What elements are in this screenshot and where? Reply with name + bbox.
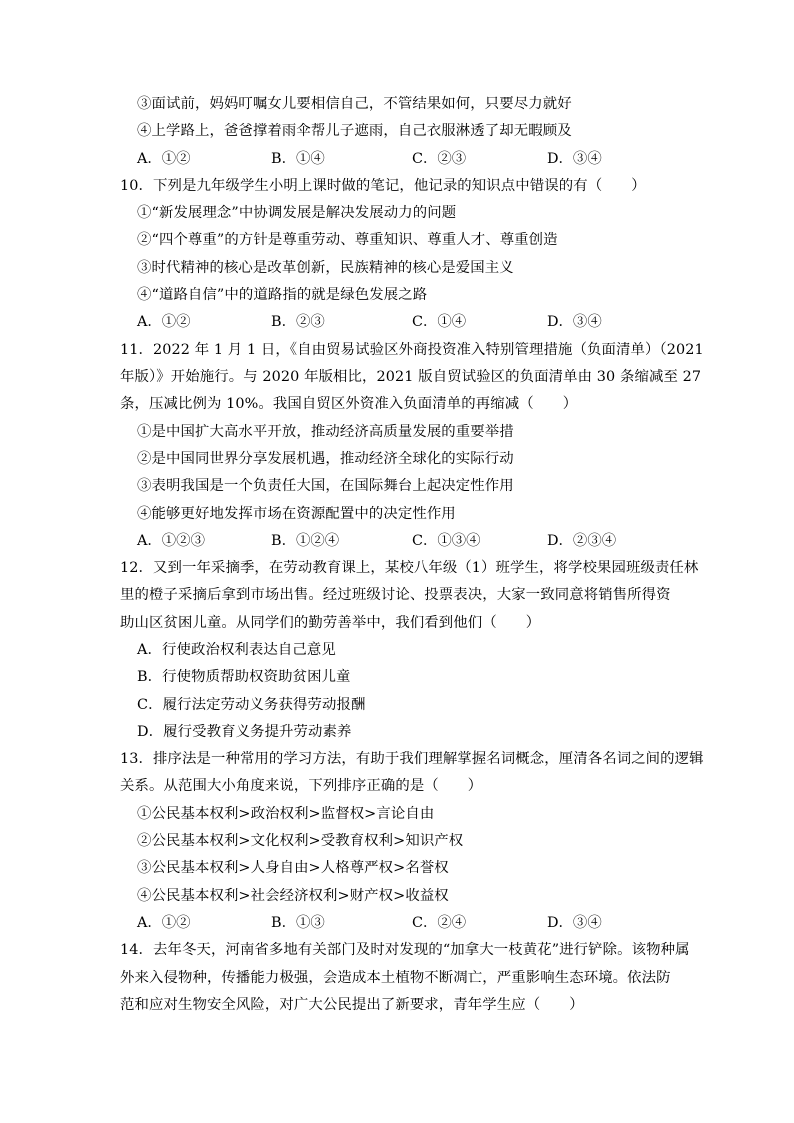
q9-item-4: ④上学路上，爸爸撑着雨伞帮儿子遮雨，自己衣服淋透了却无暇顾及: [137, 123, 572, 139]
q11-options: [137, 531, 680, 551]
q11-stem-line-3: 条，压减比例为 10%。我国自贸区外资准入负面清单的再缩减（ ）: [120, 396, 578, 412]
q13-item-3: ③公民基本权利>人身自由>人格尊严权>名誉权: [137, 860, 449, 876]
q11-option-a: A．①②③: [137, 533, 205, 549]
q10-option-d: D．③④: [547, 314, 602, 330]
q13-option-a: A．①②: [137, 915, 191, 931]
q11-stem-line-2: 年版）》开始施行。与 2020 年版相比，2021 版自贸试验区的负面清单由 30 条缩减至 27: [120, 369, 702, 385]
q13-options: [137, 913, 680, 933]
q13-item-1: ①公民基本权利>政治权利>监督权>言论自由: [137, 806, 435, 822]
q12-option-a: A．行使政治权利表达自己意见: [137, 642, 336, 658]
q13-item-2: ②公民基本权利>文化权利>受教育权利>知识产权: [137, 833, 464, 849]
q10-item-2: ②“四个尊重”的方针是尊重劳动、尊重知识、尊重人才、尊重创造: [137, 232, 558, 248]
q13-item-4: ④公民基本权利>社会经济权利>财产权>收益权: [137, 888, 449, 904]
q10-item-4: ④“道路自信”中的道路指的就是绿色发展之路: [137, 287, 428, 303]
q11-option-d: D．②③④: [547, 533, 617, 549]
q9-option-b: B．①④: [271, 151, 325, 167]
q9-options: [137, 149, 680, 169]
q11-option-c: C．①③④: [412, 533, 481, 549]
q14-stem-line-2: 外来入侵物种，传播能力极强，会造成本土植物不断凋亡，严重影响生态环境。依法防: [120, 970, 671, 986]
q11-item-1: ①是中国扩大高水平开放，推动经济高质量发展的重要举措: [137, 424, 514, 440]
q13-stem-line-1: 13．排序法是一种常用的学习方法，有助于我们理解掌握名词概念，厘清各名词之间的逻辑: [120, 751, 704, 767]
q10-stem: 10．下列是九年级学生小明上课时做的笔记，他记录的知识点中错误的有（ ）: [120, 178, 646, 194]
q9-option-c: C．②③: [412, 151, 467, 167]
q10-item-1: ①“新发展理念”中协调发展是解决发展动力的问题: [137, 205, 457, 221]
q11-stem-line-1: 11．2022 年 1 月 1 日，《自由贸易试验区外商投资准入特别管理措施（负面清单）（2021: [120, 342, 704, 358]
q12-option-c: C．履行法定劳动义务获得劳动报酬: [137, 697, 366, 713]
q12-option-b: B．行使物质帮助权资助贫困儿童: [137, 669, 351, 685]
q11-item-2: ②是中国同世界分享发展机遇，推动经济全球化的实际行动: [137, 451, 514, 467]
q12-option-d: D．履行受教育义务提升劳动素养: [137, 724, 352, 740]
q10-option-b: B．②③: [271, 314, 325, 330]
q13-stem-line-2: 关系。从范围大小角度来说，下列排序正确的是（ ）: [120, 778, 483, 794]
q10-item-3: ③时代精神的核心是改革创新，民族精神的核心是爱国主义: [137, 260, 514, 276]
q13-option-d: D．③④: [547, 915, 602, 931]
q13-option-b: B．①③: [271, 915, 325, 931]
q10-option-a: A．①②: [137, 314, 191, 330]
q10-options: [137, 312, 680, 332]
q9-item-3: ③面试前，妈妈叮嘱女儿要相信自己，不管结果如何，只要尽力就好: [137, 96, 572, 112]
q9-option-a: A．①②: [137, 151, 191, 167]
q14-stem-line-1: 14．去年冬天，河南省多地有关部门及时对发现的“加拿大一枝黄花”进行铲除。该物种属: [120, 942, 690, 958]
q14-stem-line-3: 范和应对生物安全风险，对广大公民提出了新要求，青年学生应（ ）: [120, 997, 584, 1013]
q11-option-b: B．①②④: [271, 533, 340, 549]
q9-option-d: D．③④: [547, 151, 602, 167]
q12-stem-line-3: 助山区贫困儿童。从同学们的勤劳善举中，我们看到他们（ ）: [120, 615, 541, 631]
q12-stem-line-1: 12．又到一年采摘季，在劳动教育课上，某校八年级（1）班学生，将学校果园班级责任林: [120, 560, 699, 576]
q13-option-c: C．②④: [412, 915, 467, 931]
q11-item-4: ④能够更好地发挥市场在资源配置中的决定性作用: [137, 506, 456, 522]
q11-item-3: ③表明我国是一个负责任大国，在国际舞台上起决定性作用: [137, 478, 514, 494]
q12-stem-line-2: 里的橙子采摘后拿到市场出售。经过班级讨论、投票表决，大家一致同意将销售所得资: [120, 587, 671, 603]
q10-option-c: C．①④: [412, 314, 467, 330]
